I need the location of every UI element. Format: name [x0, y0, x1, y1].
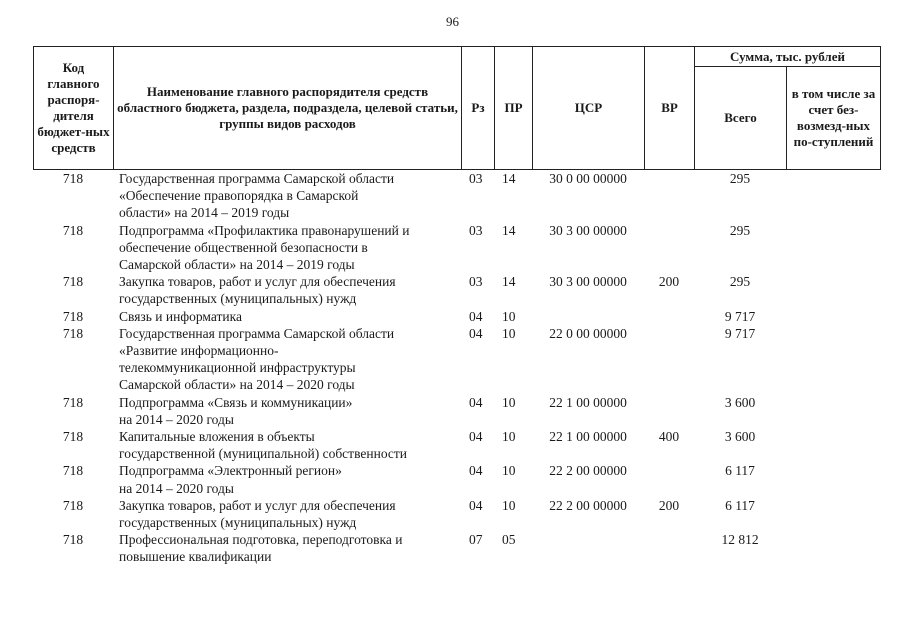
cell-grants: [786, 308, 880, 325]
cell-grants: [786, 428, 880, 462]
cell-name: Подпрограмма «Связь и коммуникации» на 2014 – 2020 годы: [119, 394, 353, 427]
cell-pr: 10: [502, 429, 516, 445]
cell-csr: 22 0 00 00000: [549, 325, 627, 341]
cell-vr: 200: [658, 497, 680, 513]
cell-total: 6 117: [725, 463, 755, 479]
cell-code: 718: [62, 308, 84, 324]
cell-grants: [786, 531, 880, 565]
cell-csr: 30 3 00 00000: [549, 274, 627, 290]
table-row: [33, 308, 880, 325]
cell-vr: [644, 394, 694, 428]
cell-grants: [786, 273, 880, 307]
cell-pr: 10: [502, 308, 516, 324]
cell-csr: [532, 531, 644, 565]
cell-vr: [644, 170, 694, 222]
cell-total: 12 812: [721, 532, 759, 548]
cell-code: 718: [62, 463, 84, 479]
cell-code: 718: [62, 429, 84, 445]
header-code: Код главного распоря-дителя бюджет-ных средств: [34, 47, 114, 170]
cell-name: Подпрограмма «Электронный регион» на 2014 – 2020 годы: [119, 463, 342, 496]
cell-vr: [644, 325, 694, 394]
header-total: Всего: [695, 67, 787, 170]
cell-grants: [786, 462, 880, 496]
table-header: [33, 46, 881, 170]
cell-grants: [786, 222, 880, 274]
cell-rz: 04: [469, 308, 483, 324]
cell-total: 3 600: [724, 394, 756, 410]
cell-rz: 04: [469, 497, 483, 513]
cell-rz: 03: [469, 222, 483, 238]
cell-name: Капитальные вложения в объекты государственной (муниципальной) собственности: [119, 429, 408, 462]
table-row: [33, 497, 880, 531]
cell-name: Закупка товаров, работ и услуг для обеспечения государственных (муниципальных) нужд: [119, 274, 396, 307]
cell-vr: [644, 308, 694, 325]
header-pr: ПР: [495, 47, 533, 170]
cell-csr: [532, 308, 644, 325]
cell-total: 9 717: [724, 325, 756, 341]
cell-total: 295: [729, 274, 751, 290]
table-body: [33, 170, 880, 566]
header-rz: Рз: [462, 47, 495, 170]
cell-code: 718: [62, 532, 84, 548]
cell-grants: [786, 325, 880, 394]
cell-pr: 10: [502, 325, 516, 341]
cell-total: 295: [729, 222, 751, 238]
header-sum: Сумма, тыс. рублей: [695, 47, 881, 67]
cell-rz: 03: [469, 274, 483, 290]
cell-pr: 14: [502, 274, 516, 290]
cell-csr: 22 2 00 00000: [549, 463, 627, 479]
cell-vr: 200: [658, 274, 680, 290]
header-csr: ЦСР: [533, 47, 645, 170]
cell-vr: [644, 222, 694, 274]
table-row: [33, 394, 880, 428]
cell-rz: 03: [469, 171, 483, 186]
cell-rz: 04: [469, 394, 483, 410]
cell-code: 718: [62, 222, 84, 238]
cell-csr: 22 1 00 00000: [549, 394, 627, 410]
cell-pr: 10: [502, 497, 516, 513]
page-number: 96: [446, 14, 459, 29]
cell-total: 9 717: [724, 308, 756, 324]
cell-vr: [644, 531, 694, 565]
cell-csr: 22 2 00 00000: [549, 497, 627, 513]
cell-code: 718: [62, 274, 84, 290]
header-grants: в том числе за счет без-возмезд-ных по-ступлений: [787, 67, 881, 170]
cell-total: 6 117: [725, 497, 755, 513]
cell-rz: 04: [469, 463, 483, 479]
cell-pr: 14: [502, 171, 516, 186]
cell-code: 718: [62, 325, 84, 341]
table-row: [33, 462, 880, 496]
cell-name: Закупка товаров, работ и услуг для обеспечения государственных (муниципальных) нужд: [119, 497, 396, 531]
table-row: [33, 325, 880, 394]
cell-pr: 10: [502, 463, 516, 479]
cell-pr: 10: [502, 394, 516, 410]
cell-name: Государственная программа Самарской области «Развитие информационно- телекоммуникационной инфраструктуры Самарской области» на 2014 – 2020 годы: [119, 325, 395, 393]
table-row: [33, 273, 880, 307]
header-vr: ВР: [645, 47, 695, 170]
cell-csr: 30 0 00 00000: [549, 171, 627, 186]
cell-pr: 14: [502, 222, 516, 238]
cell-grants: [786, 497, 880, 531]
cell-pr: 05: [502, 532, 516, 548]
cell-code: 718: [62, 171, 84, 186]
cell-vr: [644, 462, 694, 496]
cell-rz: 07: [469, 532, 483, 548]
cell-csr: 30 3 00 00000: [549, 222, 627, 238]
cell-vr: 400: [658, 429, 680, 445]
table-row: [33, 428, 880, 462]
cell-rz: 04: [469, 429, 483, 445]
table-row: [33, 531, 880, 565]
cell-name: Профессиональная подготовка, переподготовка и повышение квалификации: [119, 532, 403, 565]
cell-grants: [786, 170, 880, 222]
cell-total: 3 600: [724, 429, 756, 445]
cell-code: 718: [62, 497, 84, 513]
cell-csr: 22 1 00 00000: [549, 429, 627, 445]
table-row: [33, 222, 880, 274]
cell-code: 718: [62, 394, 84, 410]
header-name: Наименование главного распорядителя средств областного бюджета, раздела, подраздела, целевой статьи, группы видов расходов: [114, 47, 462, 170]
table-row: [33, 170, 880, 222]
cell-name: Подпрограмма «Профилактика правонарушений и обеспечение общественной безопасности в Самарской области» на 2014 – 2019 годы: [119, 222, 410, 273]
cell-total: 295: [729, 171, 751, 186]
cell-name: Государственная программа Самарской области «Обеспечение правопорядка в Самарской области» на 2014 – 2019 годы: [119, 171, 395, 221]
cell-rz: 04: [469, 325, 483, 341]
cell-name: Связь и информатика: [119, 308, 242, 324]
cell-grants: [786, 394, 880, 428]
